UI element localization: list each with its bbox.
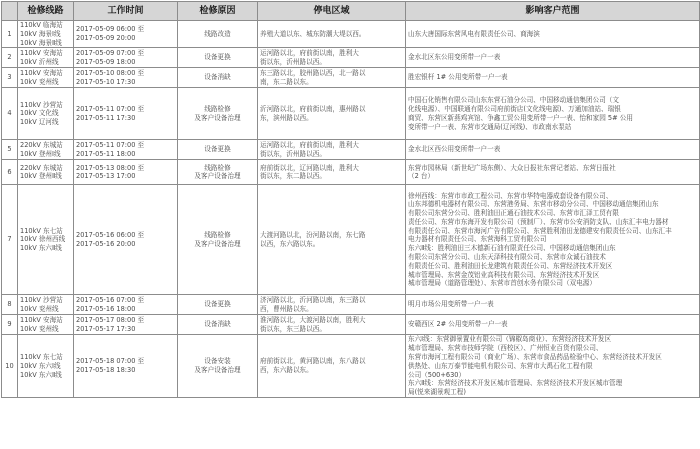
customers-cell-line: 金水北区西公用变所带一户一表 bbox=[408, 145, 501, 154]
line-cell-line: 10kV 兖州线 bbox=[20, 304, 59, 313]
area-cell-line: 街以东，沂州路以西。 bbox=[260, 57, 326, 66]
customers-cell-line: 商贸、东营区新燕鸡宾馆、争鑫工贸公用变所带一户一表、怡和家园 5# 公用 bbox=[408, 113, 633, 122]
customers-cell-line: 东六Ⅱ线：东营经济技术开发区城市管理局、东营经济技术开发区城市管理 bbox=[408, 379, 623, 388]
customers-cell-line: （2 台） bbox=[408, 172, 435, 181]
reason-cell-line: 线路改造 bbox=[204, 29, 231, 38]
area-cell bbox=[258, 68, 406, 88]
header-reason: 检修原因 bbox=[178, 2, 258, 21]
customers-cell-line: 明月市场公用变所带一户一表 bbox=[408, 300, 494, 309]
row-index: 3 bbox=[2, 68, 18, 88]
line-cell bbox=[18, 160, 74, 185]
area-cell-line: 济河路以北，沂河路以南，东三路以 bbox=[260, 296, 366, 305]
reason-cell-line: 线路检修 bbox=[204, 105, 231, 114]
customers-cell bbox=[406, 21, 700, 48]
time-cell-line: 2017-05-18 07:00 至 bbox=[76, 357, 145, 366]
row-index: 9 bbox=[2, 315, 18, 335]
time-cell-line: 2017-05-09 18:00 bbox=[76, 57, 136, 66]
time-cell bbox=[74, 335, 178, 398]
customers-cell bbox=[406, 68, 700, 88]
customers-cell bbox=[406, 140, 700, 160]
reason-cell bbox=[178, 185, 258, 295]
line-cell bbox=[18, 140, 74, 160]
reason-cell-line: 设备更换 bbox=[204, 300, 231, 309]
time-cell bbox=[74, 48, 178, 68]
area-cell bbox=[258, 185, 406, 295]
reason-cell bbox=[178, 21, 258, 48]
time-cell bbox=[74, 68, 178, 88]
header-area: 停电区域 bbox=[258, 2, 406, 21]
time-cell-line: 2017-05-11 17:30 bbox=[76, 113, 136, 122]
customers-cell bbox=[406, 315, 700, 335]
time-cell-line: 2017-05-09 07:00 至 bbox=[76, 49, 145, 58]
time-cell-line: 2017-05-09 20:00 bbox=[76, 34, 136, 43]
area-cell-line: 大渡河路以北，汾河路以南，东七路 bbox=[260, 231, 366, 240]
header-row bbox=[2, 2, 700, 21]
line-cell-line: 10kV 登州Ⅱ线 bbox=[20, 172, 62, 181]
customers-cell bbox=[406, 88, 700, 140]
customers-cell-line: 中国石化销售有限公司山东东营石油分公司、中国移动通信集团公司（文 bbox=[408, 96, 619, 105]
line-cell-line: 10kV 东六Ⅱ线 bbox=[20, 370, 62, 379]
line-cell-line: 10kV 沂州线 bbox=[20, 57, 59, 66]
customers-cell-line: 有限责任公司、胜利油田长龙建筑有限责任公司、东营经济技术开发区 bbox=[408, 261, 613, 270]
customers-cell-line: 局(悦来湖景观工程) bbox=[408, 388, 466, 397]
line-cell-line: 10kV 兖州线 bbox=[20, 324, 59, 333]
time-cell bbox=[74, 160, 178, 185]
table-row bbox=[2, 295, 700, 315]
row-index: 10 bbox=[2, 335, 18, 398]
header-line: 检修线路 bbox=[18, 2, 74, 21]
area-cell bbox=[258, 160, 406, 185]
table-row bbox=[2, 185, 700, 295]
time-cell-line: 2017-05-16 06:00 至 bbox=[76, 231, 145, 240]
line-cell-line: 110kV 安海站 bbox=[20, 316, 63, 325]
reason-cell bbox=[178, 315, 258, 335]
customers-cell-line: 胜宏银杆 1# 公用变所带一户一表 bbox=[408, 73, 508, 82]
row-index: 7 bbox=[2, 185, 18, 295]
line-cell-line: 110kV 东七站 bbox=[20, 352, 63, 361]
time-cell bbox=[74, 315, 178, 335]
line-cell-line: 10kV 兖州线 bbox=[20, 77, 59, 86]
reason-cell-line: 线路检修 bbox=[204, 163, 231, 172]
time-cell-line: 2017-05-16 07:00 至 bbox=[76, 296, 145, 305]
table-row bbox=[2, 140, 700, 160]
reason-cell-line: 及客户设备治理 bbox=[194, 239, 241, 248]
reason-cell bbox=[178, 88, 258, 140]
customers-cell-line: 安赣西区 2# 公用变所带一户一表 bbox=[408, 320, 508, 329]
line-cell-line: 220kV 东城站 bbox=[20, 163, 63, 172]
header-index bbox=[2, 2, 18, 21]
row-index: 5 bbox=[2, 140, 18, 160]
line-cell-line: 110kV 临海站 bbox=[20, 21, 63, 29]
reason-cell-line: 设备更换 bbox=[204, 53, 231, 62]
reason-cell bbox=[178, 160, 258, 185]
time-cell-line: 2017-05-13 17:00 bbox=[76, 172, 136, 181]
area-cell-line: 街以东，东三路以西。 bbox=[260, 324, 326, 333]
customers-cell-line: 东六Ⅰ线：东营御景置业有限公司（锦椒岛商业）、东营经济技术开发区 bbox=[408, 335, 612, 344]
line-cell-line: 110kV 东七站 bbox=[20, 226, 63, 235]
time-cell-line: 2017-05-16 18:00 bbox=[76, 304, 136, 313]
reason-cell-line: 线路检修 bbox=[204, 231, 231, 240]
time-cell-line: 2017-05-10 17:30 bbox=[76, 77, 136, 86]
customers-cell-line: 东营市海河工程有限公司（商业广场）、东营市食品药品检验中心、东营经济技术开发区 bbox=[408, 352, 662, 361]
reason-cell bbox=[178, 48, 258, 68]
area-cell-line: 养殖大道以东、城东防潮大堤以西。 bbox=[260, 29, 366, 38]
row-index: 6 bbox=[2, 160, 18, 185]
area-cell bbox=[258, 335, 406, 398]
customers-cell bbox=[406, 48, 700, 68]
customers-cell-line: 公司（500+630） bbox=[408, 370, 466, 379]
area-cell-line: 南，东二路以东。 bbox=[260, 77, 313, 86]
area-cell-line: 以西，东六路以东。 bbox=[260, 239, 320, 248]
customers-cell-line: 东六Ⅱ线：胜利油田三木德新石油有限责任公司、中国移动通信集团山东 bbox=[408, 244, 616, 253]
area-cell-line: 府前街以北，辽河路以南，胜利大 bbox=[260, 163, 359, 172]
time-cell bbox=[74, 21, 178, 48]
line-cell bbox=[18, 295, 74, 315]
area-cell bbox=[258, 88, 406, 140]
time-cell-line: 2017-05-11 07:00 至 bbox=[76, 105, 145, 114]
reason-cell bbox=[178, 140, 258, 160]
area-cell bbox=[258, 315, 406, 335]
area-cell-line: 淮河路以北，大渡河路以南，胜利大 bbox=[260, 316, 366, 325]
table-row bbox=[2, 21, 700, 48]
line-cell-line: 10kV 海景Ⅰ线 bbox=[20, 29, 61, 38]
time-cell bbox=[74, 295, 178, 315]
time-cell-line: 2017-05-11 07:00 至 bbox=[76, 141, 145, 150]
reason-cell bbox=[178, 295, 258, 315]
customers-cell bbox=[406, 335, 700, 398]
line-cell bbox=[18, 185, 74, 295]
reason-cell-line: 及客户设备治理 bbox=[194, 113, 241, 122]
customers-cell-line: 徐州西线：东营市市政工程公司、东营市华特电器成套设备有限公司、 bbox=[408, 191, 613, 200]
reason-cell-line: 及客户设备治理 bbox=[194, 366, 241, 375]
reason-cell bbox=[178, 335, 258, 398]
line-cell-line: 110kV 安海站 bbox=[20, 69, 63, 78]
time-cell-line: 2017-05-09 06:00 至 bbox=[76, 25, 145, 34]
time-cell-line: 2017-05-17 17:30 bbox=[76, 324, 136, 333]
table-row bbox=[2, 68, 700, 88]
table-row bbox=[2, 335, 700, 398]
area-cell bbox=[258, 140, 406, 160]
table-row bbox=[2, 88, 700, 140]
row-index: 8 bbox=[2, 295, 18, 315]
reason-cell-line: 设备更换 bbox=[204, 145, 231, 154]
line-cell-line: 10kV 徐州西线 bbox=[20, 235, 66, 244]
line-cell bbox=[18, 315, 74, 335]
area-cell-line: 东，滨州路以西。 bbox=[260, 113, 313, 122]
area-cell-line: 街以东，沂州路以西。 bbox=[260, 149, 326, 158]
area-cell-line: 沂河路以北，府前街以南，惠州路以 bbox=[260, 105, 366, 114]
time-cell-line: 2017-05-17 08:00 至 bbox=[76, 316, 145, 325]
row-index: 4 bbox=[2, 88, 18, 140]
time-cell bbox=[74, 140, 178, 160]
area-cell-line: 街以东，东二路以西。 bbox=[260, 172, 326, 181]
line-cell-line: 10kV 东六Ⅰ线 bbox=[20, 361, 61, 370]
reason-cell-line: 设备安装 bbox=[204, 357, 231, 366]
customers-cell-line: 化线电源）、中国联通有限公司府前街店(文化线电源)、万通加油站、瑞银 bbox=[408, 105, 621, 114]
customers-cell-line: 有限公司东营分公司、山东天泽科技有限公司、东营市众诚石油技术 bbox=[408, 253, 606, 262]
reason-cell bbox=[178, 68, 258, 88]
customers-cell bbox=[406, 185, 700, 295]
area-cell-line: 东三路以北，胶州路以西，北一路以 bbox=[260, 69, 366, 78]
time-cell-line: 2017-05-16 20:00 bbox=[76, 239, 136, 248]
header-customers: 影响客户范围 bbox=[406, 2, 700, 21]
area-cell-line: 运河路以北，府前街以南，胜利大 bbox=[260, 49, 359, 58]
line-cell-line: 110kV 沙营站 bbox=[20, 296, 63, 305]
time-cell bbox=[74, 88, 178, 140]
row-index: 2 bbox=[2, 48, 18, 68]
line-cell bbox=[18, 335, 74, 398]
line-cell-line: 10kV 辽河线 bbox=[20, 118, 59, 127]
customers-cell-line: 城市管理局、东营市技师学院（西校区）、广州恒业百货有限公司、 bbox=[408, 344, 603, 353]
customers-cell-line: 山东邦德机电器材有限公司、东营港务局、东营市移动分公司、中国移动通信集团山东 bbox=[408, 200, 659, 209]
customers-cell bbox=[406, 160, 700, 185]
reason-cell-line: 及客户设备治理 bbox=[194, 172, 241, 181]
line-cell-line: 110kV 安海站 bbox=[20, 49, 63, 58]
customers-cell-line: 有限责任公司、东营市海河广告有限公司、东营胜利油田龙德建安有限责任公司、山东汇丰 bbox=[408, 226, 672, 235]
table-row bbox=[2, 315, 700, 335]
area-cell-line: 西，曹州路以东。 bbox=[260, 304, 313, 313]
area-cell bbox=[258, 48, 406, 68]
time-cell-line: 2017-05-10 08:00 至 bbox=[76, 69, 145, 78]
row-index: 1 bbox=[2, 21, 18, 48]
line-cell bbox=[18, 21, 74, 48]
customers-cell-line: 变所带一户一表、东营市交通局(辽河线)、市政南水泵站 bbox=[408, 122, 572, 131]
line-cell-line: 10kV 海景Ⅱ线 bbox=[20, 38, 62, 47]
reason-cell-line: 设备消缺 bbox=[204, 320, 231, 329]
time-cell-line: 2017-05-11 18:00 bbox=[76, 149, 136, 158]
header-time: 工作时间 bbox=[74, 2, 178, 21]
table-row bbox=[2, 160, 700, 185]
customers-cell-line: 金水北区东公用变所带一户一表 bbox=[408, 53, 501, 62]
line-cell bbox=[18, 88, 74, 140]
customers-cell-line: 东营市园林局（新世纪广场东侧）、大众日报社东营记者站、东营日报社 bbox=[408, 163, 616, 172]
area-cell-line: 运河路以北，府前街以南，胜利大 bbox=[260, 141, 359, 150]
area-cell bbox=[258, 295, 406, 315]
customers-cell-line: 供热处、山东万泰节能电机有限公司、东营市大禹石化工程有限 bbox=[408, 361, 593, 370]
time-cell bbox=[74, 185, 178, 295]
area-cell bbox=[258, 21, 406, 48]
line-cell bbox=[18, 48, 74, 68]
customers-cell-line: 城市管理局（道路管理处）、东营市首创水务有限公司（双电源） bbox=[408, 279, 596, 288]
table-row bbox=[2, 48, 700, 68]
line-cell-line: 110kV 沙营站 bbox=[20, 100, 63, 109]
reason-cell-line: 设备消缺 bbox=[204, 73, 231, 82]
line-cell-line: 220kV 东城站 bbox=[20, 141, 63, 150]
customers-cell-line: 有限公司东营分公司、胜利油田正通石油技术公司、东营市汇泽工贸有限 bbox=[408, 209, 619, 218]
time-cell-line: 2017-05-18 18:30 bbox=[76, 366, 136, 375]
customers-cell bbox=[406, 295, 700, 315]
line-cell-line: 10kV 东六Ⅱ线 bbox=[20, 244, 62, 253]
customers-cell-line: 电力器材有限责任公司、东营海科工贸有限公司 bbox=[408, 235, 547, 244]
line-cell bbox=[18, 68, 74, 88]
area-cell-line: 西，东六路以东。 bbox=[260, 366, 313, 375]
line-cell-line: 10kV 登州Ⅰ线 bbox=[20, 149, 61, 158]
customers-cell-line: 责任公司、东营市东海开发有限公司（预制厂）、东营市公安消防支队、山东汇丰电力器材 bbox=[408, 217, 669, 226]
maintenance-table bbox=[1, 1, 700, 398]
time-cell-line: 2017-05-13 08:00 至 bbox=[76, 163, 145, 172]
line-cell-line: 10kV 文化线 bbox=[20, 109, 59, 118]
customers-cell-line: 城市管理局、东营金茂铝业高科技有限公司、东营经济技术开发区 bbox=[408, 270, 600, 279]
customers-cell-line: 山东大唐国际东营风电有限责任公司、商海滨 bbox=[408, 29, 540, 38]
area-cell-line: 府前街以北，黄河路以南，东八路以 bbox=[260, 357, 366, 366]
